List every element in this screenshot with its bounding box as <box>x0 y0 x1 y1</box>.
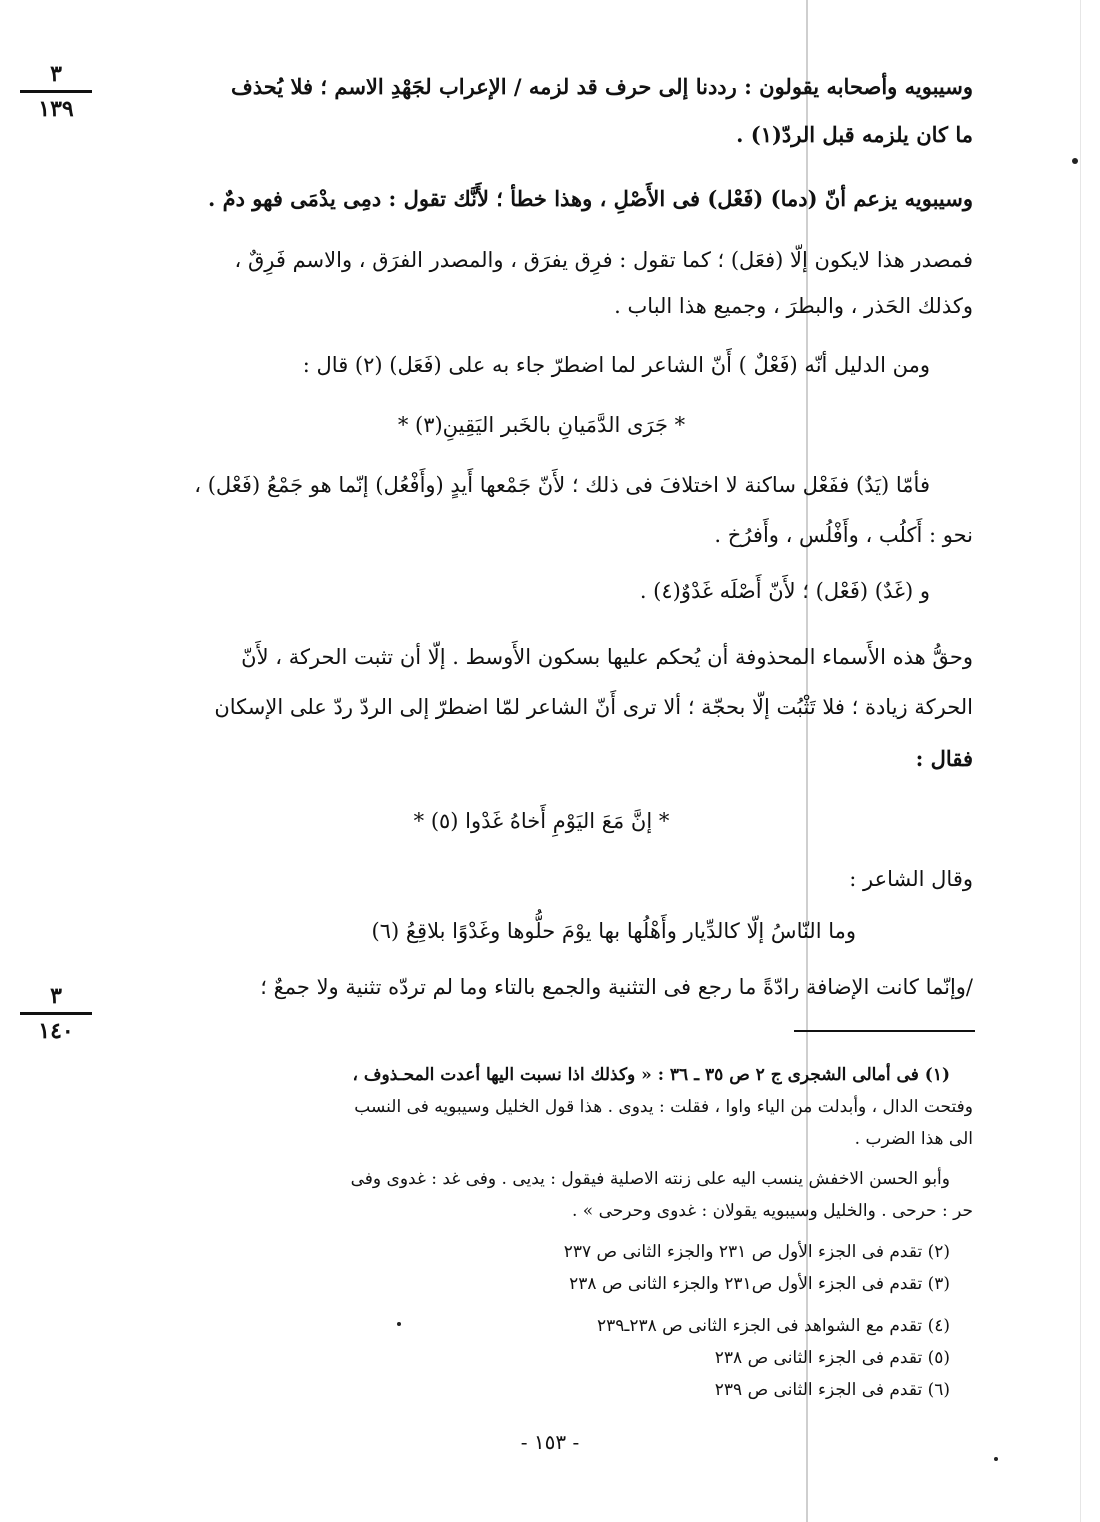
verse-line-2: * إنَّ مَعَ اليَوْمِ أَخاهُ غَدْوا (٥) * <box>413 809 670 833</box>
margin-note-2-bottom: ١٤٠ <box>38 1018 74 1044</box>
footnote-4: (٤) تقدم مع الشواهد فى الجزء الثانى ص ٢٣٨ـ٢٣٩ <box>596 1316 950 1336</box>
body-line-5: وكذلك الحَذر ، والبطرَ ، وجميع هذا الباب . <box>614 294 973 318</box>
footnote-1-line-3: الى هذا الضرب . <box>854 1129 973 1149</box>
verse-line-1: * جَرَى الدَّمَيانِ بالخَبر اليَقِينِ(٣) * <box>397 413 686 437</box>
footnote-1-line-1: (١) فى أمالى الشجرى ج ٢ ص ٣٥ ـ ٣٦ : « وكذلك اذا نسبت اليها أعدت المحـذوف ، <box>352 1065 950 1085</box>
body-line-14: /وإنّما كانت الإضافة رادّةً ما رجع فى التثنية والجمع بالتاء وما لم تردّه تثنية ولا جمعٌ ؛ <box>260 975 973 999</box>
footnote-1-line-4: وأبو الحسن الاخفش ينسب اليه على زنته الاصلية فيقول : يديى . وفى غد : غدوى وفى <box>350 1169 950 1189</box>
margin-note-1-bottom: ١٣٩ <box>38 96 74 122</box>
scan-speck <box>994 1457 998 1461</box>
margin-note-2 <box>20 984 92 1043</box>
page-number: - ١٥٣ - <box>520 1430 580 1454</box>
body-line-13: وقال الشاعر : <box>849 867 973 891</box>
margin-note-2-top: ٣ <box>50 983 62 1009</box>
scan-speck <box>397 1322 401 1326</box>
body-line-10: وحقُّ هذه الأَسماء المحذوفة أن يُحكم عليها بسكون الأَوسط . إلّا أن تثبت الحركة ، لأَنّ <box>241 645 973 669</box>
footnote-6: (٦) تقدم فى الجزء الثانى ص ٢٣٩ <box>714 1380 950 1400</box>
page-edge-shadow <box>1080 0 1081 1522</box>
body-line-8: نحو : أَكلُب ، وأَفْلُس ، وأَفرُخ . <box>714 523 973 547</box>
body-line-6: ومن الدليل أنّه (فَعْلٌ ) أَنّ الشاعر لما اضطرّ جاء به على (فَعَل) (٢) قال : <box>302 353 930 377</box>
footnote-5: (٥) تقدم فى الجزء الثانى ص ٢٣٨ <box>714 1348 950 1368</box>
body-line-1: وسيبويه وأصحابه يقولون : رددنا إلى حرف قد لزمه / الإعراب لجَهْدِ الاسم ؛ فلا يُحذف <box>230 74 973 99</box>
margin-note-2-rule <box>20 1012 92 1015</box>
footnote-1-line-5: حر : حرحى . والخليل وسيبويه يقولان : غدوى وحرحى » . <box>571 1201 973 1221</box>
footnote-separator <box>794 1030 975 1032</box>
margin-note-1-top: ٣ <box>50 61 62 87</box>
body-line-3: وسيبويه يزعم أنّ (دما) (فَعْل) فى الأَصْلِ ، وهذا خطأ ؛ لأَنَّك تقول : دمِى يدْمَى فهو دمٌ . <box>208 186 973 211</box>
body-line-4: فمصدر هذا لايكون إلّا (فعَل) ؛ كما تقول : فرِق يفرَق ، والمصدر الفرَق ، والاسم فَرِقٌ ، <box>234 248 973 272</box>
scan-speck <box>1072 158 1078 164</box>
body-line-11: الحركة زيادة ؛ فلا تَثْبُت إلّا بحجّة ؛ ألا ترى أَنّ الشاعر لمّا اضطرّ إلى الردّ ردّ على الإسكان <box>214 695 973 719</box>
body-line-9: و (غَدٌ) (فَعْل) ؛ لأَنّ أَصْلَه غَدْوٌ(٤) . <box>639 579 930 603</box>
footnote-3: (٣) تقدم فى الجزء الأول ص٢٣١ والجزء الثانى ص ٢٣٨ <box>569 1274 950 1294</box>
body-line-7: فأمّا (يَدٌ) ففَعْل ساكنة لا اختلافَ فى ذلك ؛ لأَنّ جَمْعها أَيدٍ (وأَفْعُل) إنّما هو جَمْعُ (فَعْل) ، <box>194 473 930 497</box>
body-line-2: ما كان يلزمه قبل الردّ(١) . <box>736 122 973 147</box>
footnote-1-line-2: وفتحت الدال ، وأبدلت من الياء واوا ، فقلت : يدوى . هذا قول الخليل وسيبويه فى النسب <box>354 1097 973 1117</box>
margin-note-1-rule <box>20 90 92 93</box>
verse-line-3: وما النّاسُ إلّا كالدِّيار وأَهْلُها بها يوْمَ حلُّوها وغَدْوًا بلاقِعُ (٦) <box>371 919 856 943</box>
margin-note-1 <box>20 62 92 121</box>
body-line-12: فقال : <box>915 746 973 771</box>
footnote-2: (٢) تقدم فى الجزء الأول ص ٢٣١ والجزء الثانى ص ٢٣٧ <box>563 1242 950 1262</box>
